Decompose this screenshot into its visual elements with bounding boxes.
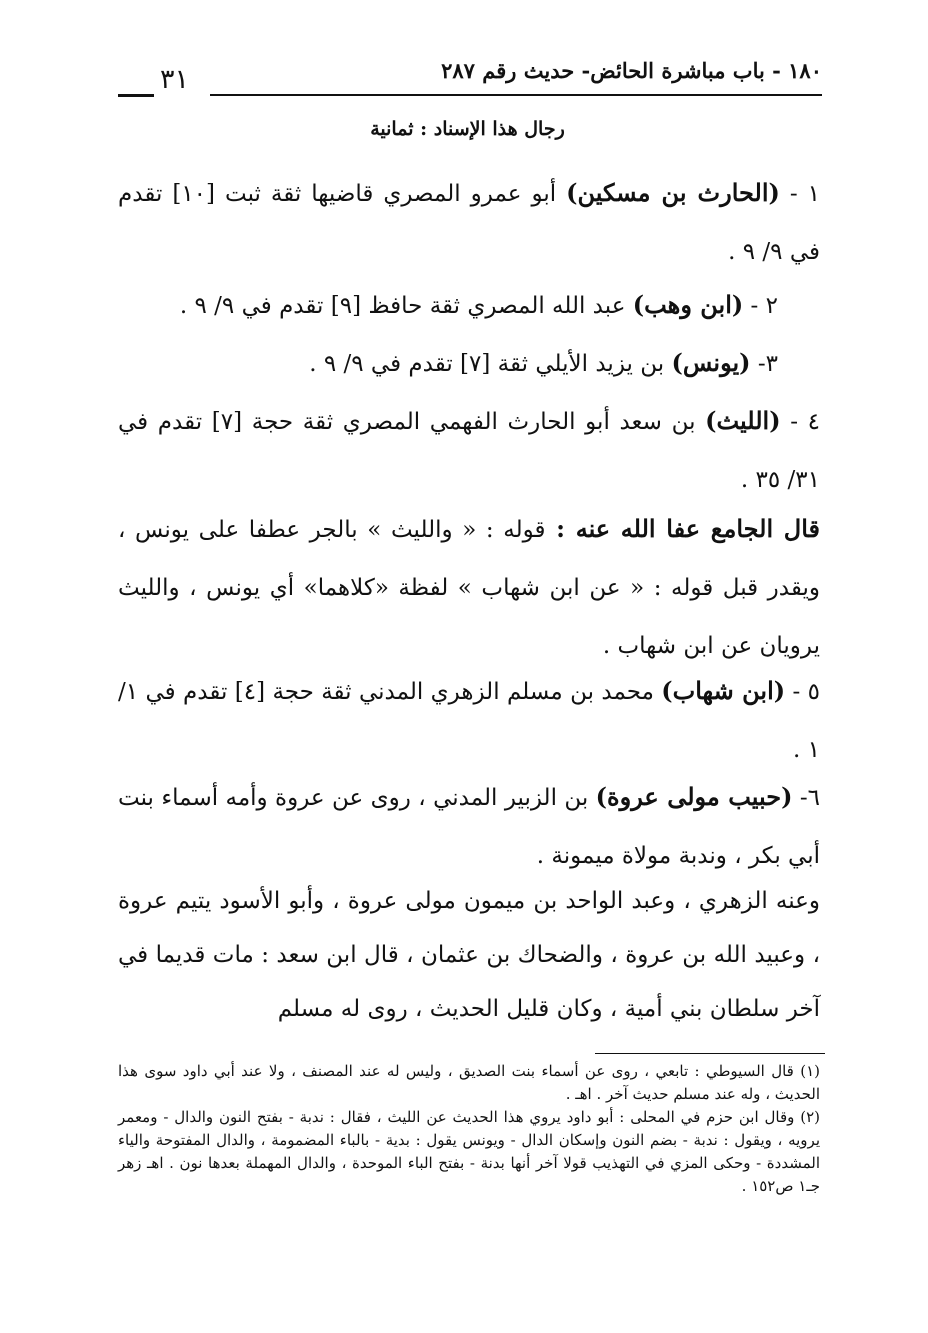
footnote-1: (١) قال السيوطي : تابعي ، روى عن أسماء بنت الصديق ، وليس له عند المصنف ، ولا عند أبي داود سوى هذا الحديث ، وله عند مسلم حديث آخر . اهـ . — [118, 1062, 820, 1103]
narrator-6-continuation: وعنه الزهري ، وعبد الواحد بن ميمون مولى عروة ، وأبو الأسود يتيم عروة ، وعبيد الله بن عروة ، والضحاك بن عثمان ، قال ابن سعد : مات قديما في آخر سلطان بني أمية ، وكان قليل الحديث ، روى له مسلم — [118, 888, 820, 1022]
narrator-name: (حبيب مولى عروة) — [595, 782, 793, 811]
running-title: ١٨٠ - باب مباشرة الحائض- حديث رقم ٢٨٧ — [441, 58, 822, 83]
header-rule — [210, 94, 822, 96]
narrator-details: محمد بن مسلم الزهري المدني ثقة حجة [٤] تقدم في ١/ ١ . — [118, 679, 820, 763]
narrator-name: (يونس) — [671, 348, 751, 377]
narrator-name: (ابن شهاب) — [661, 676, 786, 705]
entry-number: ٢ - — [743, 293, 778, 319]
narrator-entry-2 — [118, 276, 778, 335]
entry-number: ٣- — [750, 351, 778, 377]
entry-number: ٦- — [792, 785, 820, 811]
page-number-dash — [118, 94, 154, 97]
narrator-name: (ابن وهب) — [632, 290, 744, 319]
page-number: ٣١ — [160, 64, 190, 95]
narrator-name: (الليث) — [705, 406, 781, 435]
entry-number: ١ - — [779, 181, 820, 207]
narrator-name: (الحارث بن مسكين) — [566, 178, 780, 207]
narrator-entry-5 — [118, 662, 820, 779]
footnote-2: (٢) وقال ابن حزم في المحلى : أبو داود يروي هذا الحديث عن الليث ، فقال : ندبة - بفتح النون والدال - ومعمر يرويه ، ويقول : ندبة - بضم النون وإسكان الدال - ويونس يقول : بدية - بالباء المضمومة ، والدال المفتوحة والياء المشددة - وحكى المزي في التهذيب قولا آخر أنها بدنة - بفتح الباء الموحدة ، والدال المهملة بعدها نون . اهـ زهر جـ١ ص١٥٢ . — [118, 1108, 820, 1195]
narrator-entry-3 — [118, 334, 778, 393]
narrator-details: أبو عمرو المصري قاضيها ثقة ثبت [١٠] تقدم في ٩/ ٩ . — [118, 181, 820, 265]
narrator-entry-6 — [118, 768, 820, 885]
narrator-details: بن يزيد الأيلي ثقة [٧] تقدم في ٩/ ٩ . — [309, 351, 672, 377]
footnotes — [118, 1060, 820, 1198]
narrator-details: بن الزبير المدني ، روى عن عروة وأمه أسماء بنت أبي بكر ، وندبة مولاة ميمونة . — [118, 785, 820, 869]
narrator-entry-4 — [118, 392, 820, 509]
entry-number: ٤ - — [780, 409, 820, 435]
section-heading: رجال هذا الإسناد : ثمانية — [370, 118, 565, 140]
narrator-details: عبد الله المصري ثقة حافظ [٩] تقدم في ٩/ ٩ . — [179, 293, 633, 319]
compiler-note-lead: قال الجامع عفا الله عنه : — [545, 514, 820, 543]
compiler-note — [118, 500, 820, 675]
footnote-rule — [595, 1053, 825, 1054]
compiler-note-text: قوله : « والليث » بالجر عطفا على يونس ، ويقدر قبل قوله : « عن ابن شهاب » لفظة «كلاهما» أي يونس ، والليث يرويان عن ابن شهاب . — [118, 517, 820, 659]
entry-number: ٥ - — [785, 679, 821, 705]
narrator-entry-1 — [118, 164, 820, 281]
narrator-details: بن سعد أبو الحارث الفهمي المصري ثقة حجة [٧] تقدم في ٣١/ ٣٥ . — [118, 409, 820, 493]
